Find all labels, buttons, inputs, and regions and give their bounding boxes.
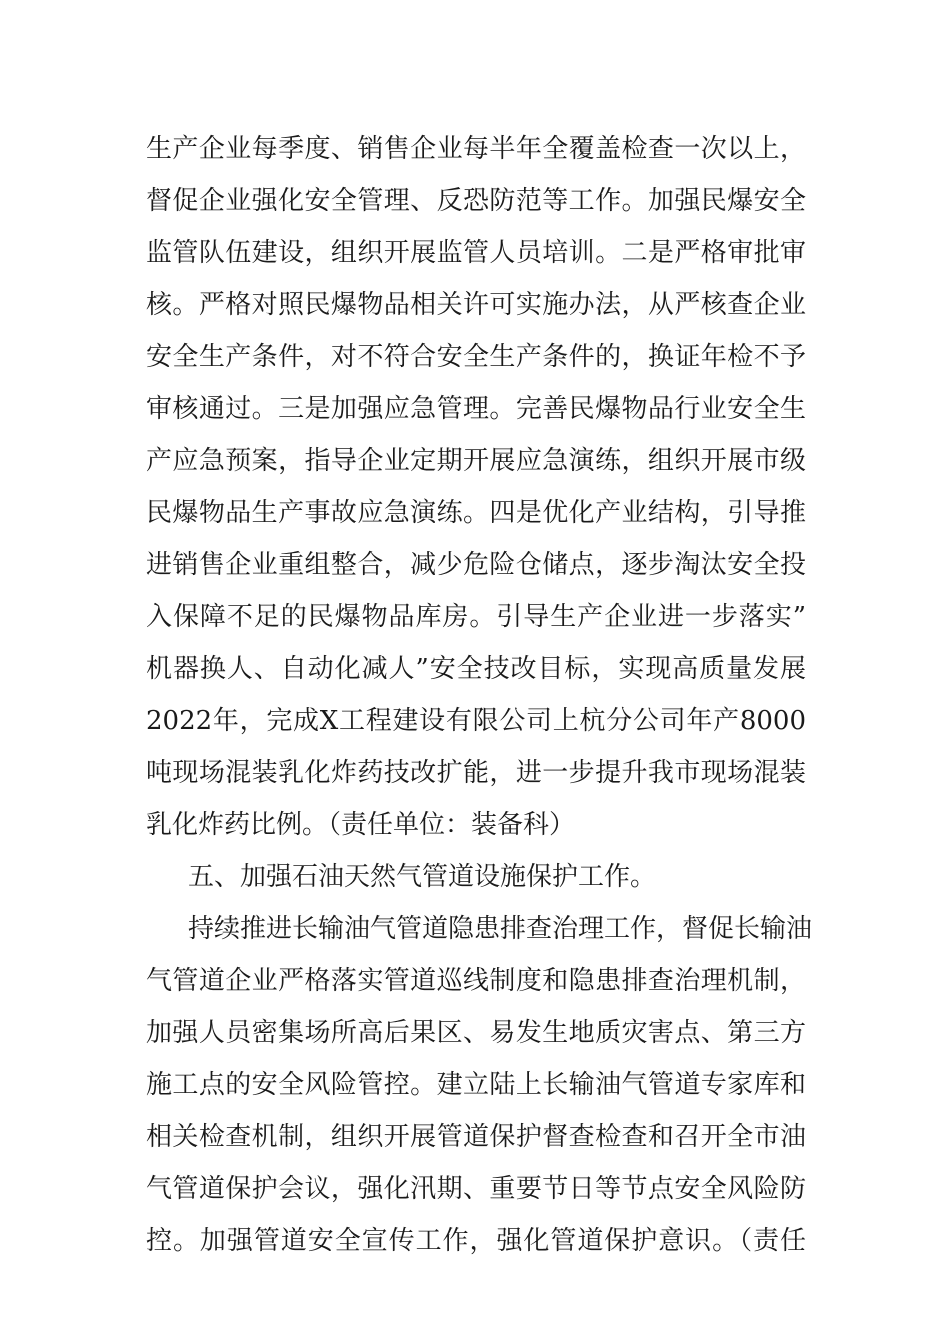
body-text-line: 生产企业每季度、销售企业每半年全覆盖检查一次以上，	[146, 134, 806, 164]
body-text-line: 控。加强管道安全宣传工作，强化管道保护意识。（责任	[146, 1226, 806, 1256]
body-text-line: 气管道企业严格落实管道巡线制度和隐患排查治理机制，	[146, 966, 806, 996]
body-text-line: 监管队伍建设，组织开展监管人员培训。二是严格审批审	[146, 238, 806, 268]
body-text-line: 持续推进长输油气管道隐患排查治理工作，督促长输油	[188, 914, 813, 944]
body-text-line: 民爆物品生产事故应急演练。四是优化产业结构，引导推	[146, 498, 806, 528]
body-text-line: 机器换人、自动化减人”安全技改目标，实现高质量发展	[146, 654, 806, 684]
body-text-line: 产应急预案，指导企业定期开展应急演练，组织开展市级	[146, 446, 806, 476]
body-text-line: 审核通过。三是加强应急管理。完善民爆物品行业安全生	[146, 394, 806, 424]
section-heading: 五、加强石油天然气管道设施保护工作。	[188, 862, 657, 892]
body-text-line: 乳化炸药比例。（责任单位：装备科）	[146, 810, 576, 840]
body-text-line: 相关检查机制，组织开展管道保护督查检查和召开全市油	[146, 1122, 806, 1152]
body-text-line: 吨现场混装乳化炸药技改扩能，进一步提升我市现场混装	[146, 758, 806, 788]
body-text-line: 2022年，完成X工程建设有限公司上杭分公司年产8000	[146, 706, 806, 736]
body-text-line: 加强人员密集场所高后果区、易发生地质灾害点、第三方	[146, 1018, 806, 1048]
body-text-line: 进销售企业重组整合，减少危险仓储点，逐步淘汰安全投	[146, 550, 806, 580]
body-text-line: 安全生产条件，对不符合安全生产条件的，换证年检不予	[146, 342, 806, 372]
body-text-line: 核。严格对照民爆物品相关许可实施办法，从严核查企业	[146, 290, 806, 320]
body-text-line: 督促企业强化安全管理、反恐防范等工作。加强民爆安全	[146, 186, 806, 216]
body-text-line: 入保障不足的民爆物品库房。引导生产企业进一步落实”	[146, 602, 806, 632]
body-text-line: 气管道保护会议，强化汛期、重要节日等节点安全风险防	[146, 1174, 806, 1204]
body-text-line: 施工点的安全风险管控。建立陆上长输油气管道专家库和	[146, 1070, 806, 1100]
